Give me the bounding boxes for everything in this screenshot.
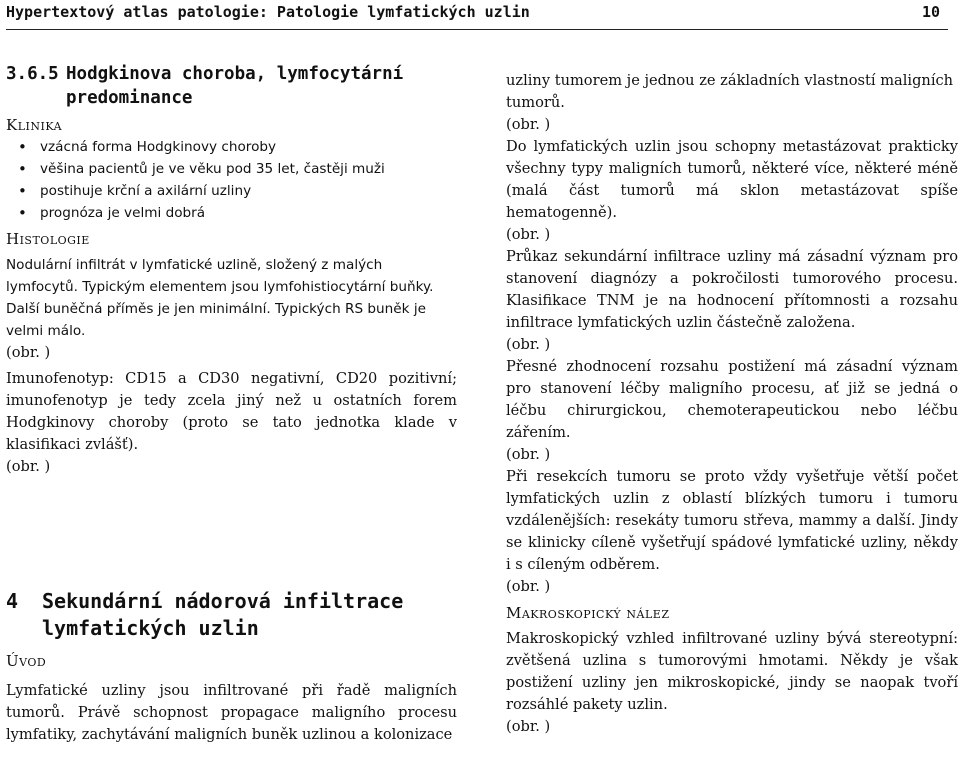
list-item: • věšina pacientů je ve věku pod 35 let, častěji muži [40, 158, 457, 180]
chapter-title-line1: Sekundární nádorová infiltrace [42, 589, 404, 613]
figure-ref[interactable]: (obr. ) [506, 446, 551, 463]
page-number: 10 [921, 3, 940, 21]
continuation-text: uzliny tumorem je jednou ze základních vlastností maligních tumorů. [506, 72, 954, 111]
pruka-paragraph: Průkaz sekundární infiltrace uzliny má zásadní význam pro stanovení diagnózy a pokročilosti tumorového procesu. Klasifikace TNM je na hodnocení přítomnosti a rozsahu infiltrace lymfatických uzlin částečně založena. [506, 248, 958, 331]
running-header [6, 0, 948, 30]
histologie-heading: Histologie [6, 230, 90, 248]
left-column [6, 62, 457, 746]
figure-ref[interactable]: (obr. ) [506, 718, 551, 735]
uvod-text: Lymfatické uzliny jsou infiltrované při řadě maligních tumorů. Právě schopnost propagace maligního procesu lymfatiky, zachytávání maligních buněk uzlinou a kolonizace [6, 682, 457, 743]
imunofenotyp-text: Imunofenotyp: CD15 a CD30 negativní, CD20 pozitivní; imunofenotyp je tedy zcela jiný než u ostatních forem Hodgkinovy choroby (proto se tato jednotka klade v klasifikaci zvlášť). [6, 370, 457, 453]
klinika-list [6, 136, 457, 224]
section-title-line1: Hodgkinova choroba, lymfocytární [66, 64, 404, 84]
klinika-heading: Klinika [6, 116, 63, 134]
figure-ref[interactable]: (obr. ) [506, 226, 551, 243]
section-number: 3.6.5 [6, 64, 59, 84]
figure-ref[interactable]: (obr. ) [506, 116, 551, 133]
figure-ref[interactable]: (obr. ) [506, 336, 551, 353]
list-item: • prognóza je velmi dobrá [40, 202, 457, 224]
figure-ref[interactable]: (obr. ) [6, 458, 51, 475]
header-title: Hypertextový atlas patologie: Patologie lymfatických uzlin [6, 3, 530, 21]
right-column [506, 70, 958, 738]
figure-ref[interactable]: (obr. ) [6, 344, 51, 361]
chapter-title-line2: lymfatických uzlin [42, 616, 259, 640]
figure-ref[interactable]: (obr. ) [506, 578, 551, 595]
resekce-paragraph: Při resekcích tumoru se proto vždy vyšetřuje větší počet lymfatických uzlin z oblastí blízkých tumoru i tumoru vzdálenějších: resekáty tumoru střeva, mammy a další. Jindy se klinicky cíleně vyšetřují spádové lymfatické uzliny, někdy i s cíleným odběrem. [506, 468, 958, 573]
section-title-line2: predominance [66, 88, 193, 108]
makro-heading: Makroskopický nález [506, 604, 670, 622]
chapter-number: 4 [6, 589, 19, 613]
presne-paragraph: Přesné zhodnocení rozsahu postižení má zásadní význam pro stanovení léčby maligního procesu, ať již se jedná o léčbu chirurgickou, chemoterapeutickou nebo léčbu zářením. [506, 358, 958, 441]
makro-paragraph: Makroskopický vzhled infiltrované uzliny bývá stereotypní: zvětšená uzlina s tumorovými hmotami. Někdy je však postižení uzliny jen mikroskopické, jindy se naopak tvoří rozsáhlé pakety uzlin. [506, 630, 958, 713]
list-item: • postihuje krční a axilární uzliny [40, 180, 457, 202]
list-item: • vzácná forma Hodgkinovy choroby [40, 136, 457, 158]
uvod-heading: Úvod [6, 652, 47, 670]
chapter-heading-4 [6, 588, 457, 642]
section-heading-3-6-5 [6, 62, 457, 110]
histologie-text: Nodulární infiltrát v lymfatické uzlině, složený z malých lymfocytů. Typickým elementem jsou lymfohistiocytární buňky. Další buněčná příměs je jen minimální. Typických RS buněk je velmi málo. [6, 257, 434, 339]
metastazy-paragraph: Do lymfatických uzlin jsou schopny metastázovat prakticky všechny typy maligních tumorů, některé více, některé méně (malá část tumorů má sklon metastázovat spíše hematogenně). [506, 138, 958, 221]
